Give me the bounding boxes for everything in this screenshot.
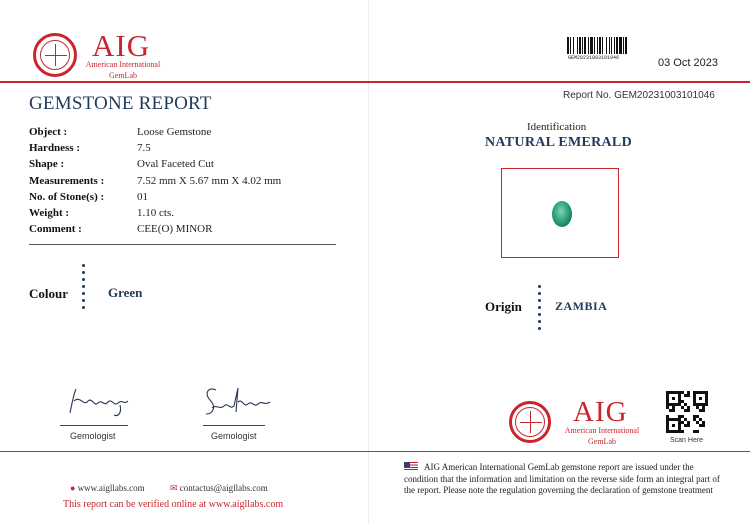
signature-1-line bbox=[60, 425, 128, 426]
brand-subtitle-bottom-line2: GemLab bbox=[588, 437, 616, 446]
origin-dot-divider bbox=[538, 285, 541, 330]
report-number: Report No. GEM20231003101046 bbox=[563, 90, 715, 101]
us-flag-icon bbox=[404, 462, 418, 470]
field-label: Weight : bbox=[29, 207, 70, 219]
emerald-gem-icon bbox=[552, 201, 572, 227]
field-label: Comment : bbox=[29, 223, 82, 235]
scan-here-label: Scan Here bbox=[670, 437, 704, 444]
barcode-icon bbox=[567, 37, 655, 54]
field-label: No. of Stone(s) : bbox=[29, 191, 105, 203]
aig-seal-logo-bottom bbox=[509, 401, 551, 443]
barcode-number: GEM20231003101046 bbox=[568, 55, 620, 61]
brand-subtitle-line1: American International bbox=[85, 60, 161, 69]
brand-subtitle-bottom-line1: American International bbox=[564, 426, 640, 435]
gemologist-2-label: Gemologist bbox=[211, 431, 257, 441]
colour-dot-divider bbox=[82, 264, 85, 309]
website-contact bbox=[70, 483, 145, 493]
origin-value: ZAMBIA bbox=[555, 299, 608, 313]
stone-identification: NATURAL EMERALD bbox=[485, 135, 632, 150]
disclaimer bbox=[404, 462, 726, 497]
signature-2-icon bbox=[202, 382, 280, 422]
field-label: Hardness : bbox=[29, 142, 81, 154]
disclaimer-text: AIG American International GemLab gemstone report are issued under the condition that the information and limitation on the reverse side form an integral part of the report. Please note the regulation governing the declaration of gemstone treatment bbox=[404, 462, 720, 495]
signature-1-icon bbox=[66, 385, 138, 419]
colour-label: Colour bbox=[29, 286, 68, 301]
report-date: 03 Oct 2023 bbox=[658, 57, 718, 69]
field-value: 7.52 mm X 5.67 mm X 4.02 mm bbox=[137, 175, 282, 187]
barcode-bar bbox=[627, 37, 628, 54]
field-value: 7.5 bbox=[137, 142, 151, 154]
field-value: Loose Gemstone bbox=[137, 126, 212, 138]
colour-value: Green bbox=[108, 285, 143, 300]
qr-module bbox=[705, 430, 708, 433]
website-link[interactable]: www.aigllabs.com bbox=[77, 483, 145, 493]
globe-icon: ● bbox=[70, 483, 76, 493]
qr-code-icon[interactable] bbox=[666, 391, 708, 433]
email-link[interactable]: contactus@aigllabs.com bbox=[179, 483, 268, 493]
email-contact bbox=[170, 483, 268, 494]
brand-subtitle-line2: GemLab bbox=[109, 71, 137, 80]
field-label: Shape : bbox=[29, 158, 65, 170]
field-value: CEE(O) MINOR bbox=[137, 223, 213, 235]
header-divider bbox=[0, 81, 750, 83]
field-value: 1.10 cts. bbox=[137, 207, 174, 219]
fold-line bbox=[368, 0, 369, 524]
aig-seal-logo bbox=[33, 33, 77, 77]
brand-name: AIG bbox=[92, 28, 151, 63]
brand-subtitle bbox=[80, 59, 166, 81]
gem-photo-frame bbox=[501, 168, 619, 258]
identification-label: Identification bbox=[527, 121, 587, 133]
field-value: 01 bbox=[137, 191, 148, 203]
verify-note: This report can be verified online at www.aigllabs.com bbox=[63, 499, 284, 510]
origin-label: Origin bbox=[485, 299, 522, 314]
brand-name-bottom: AIG bbox=[573, 396, 628, 428]
page-title: GEMSTONE REPORT bbox=[29, 93, 212, 114]
envelope-icon: ✉ bbox=[170, 483, 178, 493]
field-label: Measurements : bbox=[29, 175, 105, 187]
field-value: Oval Faceted Cut bbox=[137, 158, 214, 170]
gemologist-1-label: Gemologist bbox=[70, 431, 116, 441]
signature-2-line bbox=[203, 425, 265, 426]
brand-subtitle-bottom bbox=[557, 425, 647, 447]
details-divider bbox=[29, 244, 336, 245]
footer-divider bbox=[0, 451, 750, 452]
field-label: Object : bbox=[29, 126, 68, 138]
